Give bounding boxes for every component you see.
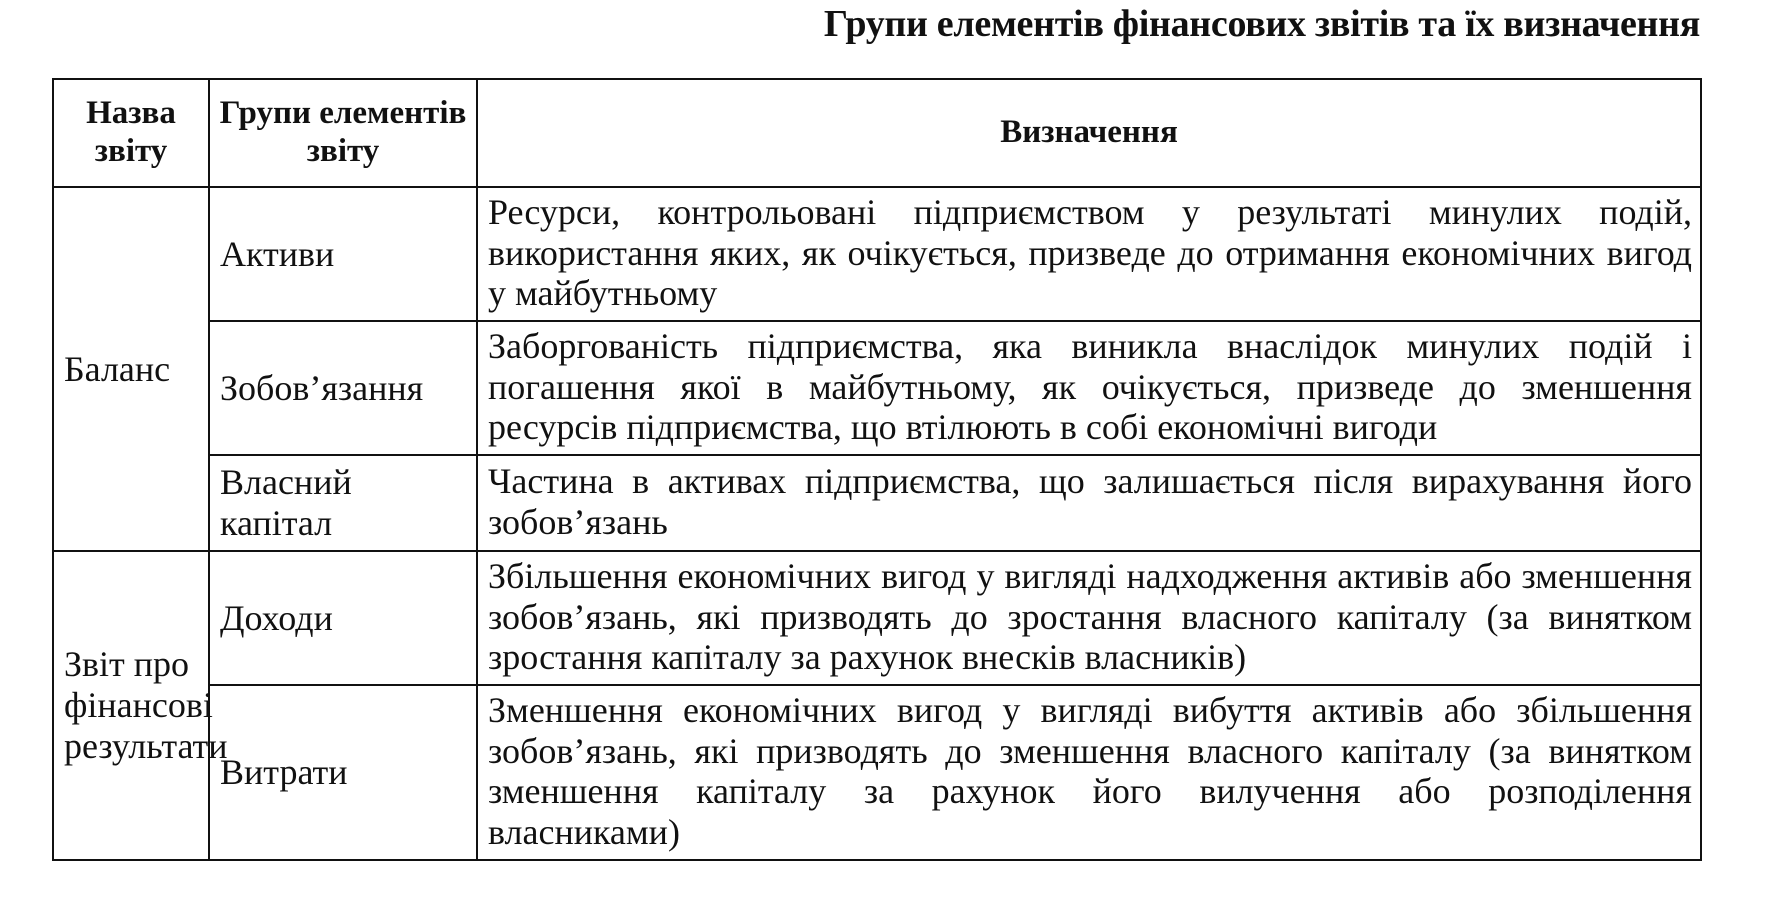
header-element-groups: Групи елементів звіту (209, 79, 477, 187)
table-row (53, 455, 1701, 551)
header-definition: Визначення (477, 79, 1701, 187)
table-row (53, 321, 1701, 455)
table-row (53, 551, 1701, 685)
report-name-cell: Звіт про фінансові результати (53, 551, 209, 860)
element-group-cell: Витрати (209, 685, 477, 860)
definition-cell: Зменшення економічних вигод у вигляді вибуття активів або збільшення зобов’язань, які призводять до зменшення власного капіталу (за винятком зменшення капіталу за рахунок його вилучення або розподілення власниками) (477, 685, 1701, 860)
element-group-cell: Доходи (209, 551, 477, 685)
definition-cell: Збільшення економічних вигод у вигляді надходження активів або зменшення зобов’язань, які призводять до зростання власного капіталу (за винятком зростання капіталу за рахунок внесків власників) (477, 551, 1701, 685)
table-row (53, 685, 1701, 860)
financial-elements-table (52, 78, 1702, 861)
element-group-cell: Зобов’язання (209, 321, 477, 455)
header-report-name: Назва звіту (53, 79, 209, 187)
element-group-cell: Власний капітал (209, 455, 477, 551)
report-name-cell: Баланс (53, 187, 209, 551)
element-group-cell: Активи (209, 187, 477, 321)
table-row (53, 187, 1701, 321)
page-title: Групи елементів фінансових звітів та їх визначення (823, 3, 1700, 45)
definition-cell: Ресурси, контрольовані підприємством у результаті минулих подій, використання яких, як очікується, призведе до отримання економічних вигод у майбутньому (477, 187, 1701, 321)
table-header-row (53, 79, 1701, 187)
definition-cell: Заборгованість підприємства, яка виникла внаслідок минулих подій і погашення якої в майбутньому, як очікується, призведе до зменшення ресурсів підприємства, що втілюють в собі економічні вигоди (477, 321, 1701, 455)
definition-cell: Частина в активах підприємства, що залишається після вирахування його зобов’язань (477, 455, 1701, 551)
